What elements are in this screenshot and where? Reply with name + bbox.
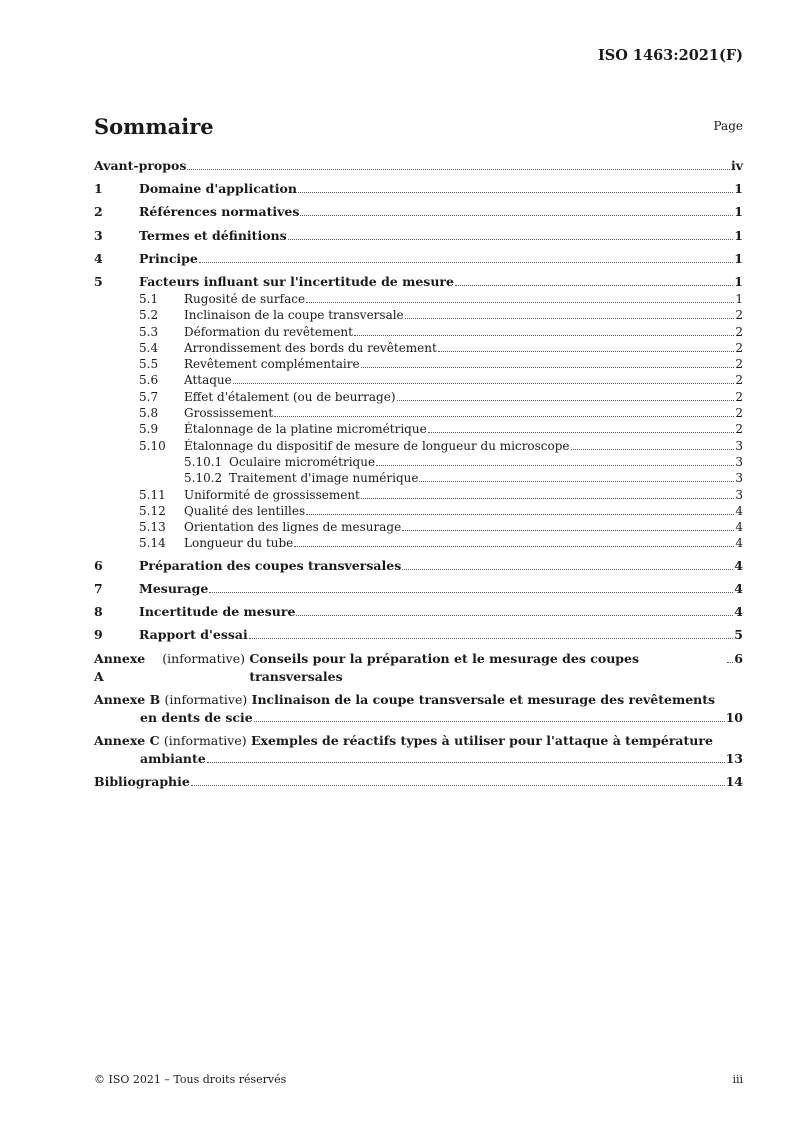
toc-entry-number: 9 — [94, 627, 103, 643]
toc-entry-page: 1 — [734, 181, 743, 197]
dot-leader — [199, 262, 733, 263]
toc-entry-page: 3 — [735, 471, 743, 486]
toc-entry-page: 10 — [725, 709, 743, 725]
toc-entry-label: Attaque — [184, 373, 232, 388]
toc-entry-number: 2 — [94, 204, 103, 220]
footer-copyright: © ISO 2021 – Tous droits réservés — [94, 1073, 287, 1086]
toc-entry-number: 5.10.1 — [184, 454, 223, 469]
toc-entry-label: Oculaire micrométrique — [229, 454, 376, 469]
toc-subentry-5-4[interactable] — [94, 340, 743, 356]
toc-subentry-5-7[interactable] — [94, 389, 743, 405]
dot-leader — [187, 169, 730, 170]
toc-entry-number: 5 — [94, 273, 103, 289]
toc-entry-label: Effet d'étalement (ou de beurrage) — [184, 389, 396, 404]
dot-leader — [233, 383, 735, 384]
toc-entry-page: 3 — [735, 454, 743, 469]
toc-entry-bibliographie[interactable] — [94, 773, 743, 791]
dot-leader — [191, 785, 725, 786]
toc-annex-prefix: Annexe B — [94, 691, 161, 707]
toc-entry-number: 7 — [94, 581, 103, 597]
toc-subentry-5-10[interactable] — [94, 438, 743, 454]
toc-entry-number: 5.8 — [139, 406, 159, 421]
toc-annex-a[interactable] — [94, 650, 743, 686]
toc-entry-2[interactable] — [94, 203, 743, 221]
dot-leader — [296, 615, 733, 616]
toc-entry-label: Inclinaison de la coupe transversale et mesurage des revêtements — [251, 691, 716, 707]
toc-entry-page: 2 — [735, 373, 743, 388]
toc-entry-number: 5.2 — [139, 308, 159, 323]
toc-entry-page: 4 — [735, 520, 743, 535]
toc-annex-kind: (informative) — [162, 650, 245, 666]
toc-entry-3[interactable] — [94, 227, 743, 245]
toc-entry-label: Rugosité de surface — [184, 291, 306, 306]
toc-entry-label: Qualité des lentilles — [184, 503, 306, 518]
toc-entry-number: 5.13 — [139, 520, 166, 535]
toc-entry-page: 1 — [734, 273, 743, 289]
toc-entry-page: 4 — [734, 604, 743, 620]
dot-leader — [402, 569, 733, 570]
toc-entry-number: 5.7 — [139, 389, 159, 404]
dot-leader — [354, 335, 734, 336]
toc-entry-page: 2 — [735, 406, 743, 421]
toc-entry-label: Principe — [139, 250, 198, 266]
toc-entry-page: 6 — [734, 650, 743, 666]
toc-entry-number: 5.4 — [139, 340, 159, 355]
dot-leader — [397, 400, 735, 401]
document-id: ISO 1463:2021(F) — [597, 47, 743, 64]
toc-entry-label: Uniformité de grossissement — [184, 487, 360, 502]
toc-entry-page: 13 — [725, 751, 743, 766]
toc-entry-page: 2 — [735, 308, 743, 323]
toc-subentry-5-12[interactable] — [94, 503, 743, 519]
toc-entry-page: 2 — [735, 324, 743, 339]
toc-entry-number: 1 — [94, 181, 103, 197]
dot-leader — [254, 721, 725, 722]
toc-entry-page: 2 — [735, 389, 743, 404]
toc-entry-label: Grossissement — [184, 406, 274, 421]
dot-leader — [306, 302, 734, 303]
toc-entry-page: 2 — [735, 340, 743, 355]
toc-entry-label: Rapport d'essai — [139, 627, 248, 643]
toc-entry-number: 5.1 — [139, 291, 159, 306]
toc-entry-number: 8 — [94, 604, 103, 620]
toc-entry-label: Références normatives — [139, 204, 300, 220]
toc-entry-label: Mesurage — [139, 581, 209, 597]
toc-entry-label: Facteurs influant sur l'incertitude de mesure — [139, 273, 454, 289]
toc-subentry-5-13[interactable] — [94, 519, 743, 535]
toc-entry-number: 5.9 — [139, 422, 159, 437]
dot-leader — [405, 318, 735, 319]
toc-entry-label: Traitement d'image numérique — [229, 471, 419, 486]
toc-entry-label: Revêtement complémentaire — [184, 357, 360, 372]
toc-subentry-5-11[interactable] — [94, 487, 743, 503]
toc-entry-page: 3 — [735, 438, 743, 453]
toc-entry-4[interactable] — [94, 250, 743, 268]
toc-entry-label-continued: en dents de scie — [140, 709, 253, 725]
toc-subentry-5-2[interactable] — [94, 307, 743, 323]
dot-leader — [428, 432, 735, 433]
toc-entry-number: 5.3 — [139, 324, 159, 339]
page-column-label: Page — [713, 119, 743, 133]
dot-leader — [727, 662, 733, 663]
toc-annex-prefix: Annexe A — [94, 650, 146, 684]
toc-entry-page: 4 — [735, 503, 743, 518]
dot-leader — [294, 546, 734, 547]
page-title: Sommaire — [94, 114, 214, 139]
toc-entry-number: 5.10 — [139, 438, 166, 453]
toc-annex-kind: (informative) — [163, 733, 247, 748]
toc-entry-label: Conseils pour la préparation et le mesurage des coupes transversales — [249, 650, 640, 684]
toc-subentry-5-3[interactable] — [94, 324, 743, 340]
toc-entry-label: Incertitude de mesure — [139, 604, 296, 620]
toc-entry-number: 5.14 — [139, 536, 166, 551]
toc-subentry-5-10-2[interactable] — [94, 470, 743, 486]
toc-entry-label: Inclinaison de la coupe transversale — [184, 308, 404, 323]
toc-entry-number: 5.10.2 — [184, 471, 223, 486]
footer-page-number: iii — [732, 1073, 743, 1086]
toc-entry-label: Exemples de réactifs types à utiliser pour l'attaque à température — [250, 733, 713, 748]
dot-leader — [207, 762, 725, 763]
dot-leader — [419, 481, 734, 482]
toc-entry-label: Termes et définitions — [139, 227, 287, 243]
toc-entry-label: Domaine d'application — [139, 181, 297, 197]
toc-entry-number: 3 — [94, 227, 103, 243]
toc-entry-1[interactable] — [94, 180, 743, 198]
dot-leader — [455, 285, 733, 286]
toc-entry-label: Déformation du revêtement — [184, 324, 353, 339]
toc-subentry-5-5[interactable] — [94, 356, 743, 372]
toc-annex-prefix: Annexe C — [94, 733, 160, 748]
toc-entry-9[interactable] — [94, 626, 743, 644]
toc-entry-page: 5 — [734, 627, 743, 643]
dot-leader — [376, 465, 734, 466]
toc-entry-label: Longueur du tube — [184, 536, 294, 551]
toc-entry-number: 5.12 — [139, 503, 166, 518]
toc-entry-label: Arrondissement des bords du revêtement — [184, 340, 437, 355]
dot-leader — [361, 367, 735, 368]
toc-entry-number: 5.5 — [139, 357, 159, 372]
toc-entry-label: Étalonnage de la platine micrométrique — [184, 422, 427, 437]
toc-annex-kind: (informative) — [164, 691, 248, 707]
toc-entry-page: 1 — [734, 227, 743, 243]
dot-leader — [288, 239, 734, 240]
toc-entry-page: 1 — [734, 250, 743, 266]
toc-entry-page: 1 — [735, 291, 743, 306]
toc-entry-label: Étalonnage du dispositif de mesure de longueur du microscope — [184, 438, 570, 453]
toc-entry-label: Bibliographie — [94, 774, 190, 790]
toc-entry-page: 4 — [734, 557, 743, 573]
toc-entry-number: 5.6 — [139, 373, 159, 388]
table-of-contents — [94, 157, 743, 791]
toc-entry-label: Orientation des lignes de mesurage — [184, 520, 402, 535]
toc-entry-8[interactable] — [94, 603, 743, 621]
dot-leader — [361, 498, 734, 499]
toc-annex-c[interactable] — [94, 732, 743, 768]
toc-entry-page: 4 — [735, 536, 743, 551]
dot-leader — [306, 514, 734, 515]
toc-subentry-5-10-1[interactable] — [94, 454, 743, 470]
toc-subentry-5-14[interactable] — [94, 535, 743, 551]
dot-leader — [571, 449, 735, 450]
toc-entry-label-continued: ambiante — [140, 751, 206, 766]
toc-entry-5[interactable] — [94, 273, 743, 291]
toc-entry-page: 1 — [734, 204, 743, 220]
toc-entry-page: 14 — [725, 774, 743, 790]
toc-subentry-5-8[interactable] — [94, 405, 743, 421]
toc-subentry-5-1[interactable] — [94, 291, 743, 307]
dot-leader — [402, 530, 734, 531]
dot-leader — [209, 592, 733, 593]
toc-entry-6[interactable] — [94, 557, 743, 575]
dot-leader — [298, 192, 733, 193]
toc-entry-avant-propos[interactable] — [94, 157, 743, 175]
toc-entry-label: Avant-propos — [94, 158, 187, 173]
toc-entry-page: 2 — [735, 357, 743, 372]
toc-subentry-5-9[interactable] — [94, 421, 743, 437]
toc-entry-label: Préparation des coupes transversales — [139, 557, 402, 573]
toc-entry-7[interactable] — [94, 580, 743, 598]
toc-annex-b[interactable] — [94, 691, 743, 727]
toc-entry-number: 4 — [94, 250, 103, 266]
dot-leader — [300, 215, 733, 216]
dot-leader — [249, 638, 734, 639]
toc-entry-page: iv — [730, 158, 743, 173]
dot-leader — [438, 351, 735, 352]
dot-leader — [274, 416, 734, 417]
toc-entry-number: 6 — [94, 557, 103, 573]
toc-subentry-5-6[interactable] — [94, 372, 743, 388]
toc-entry-page: 3 — [735, 487, 743, 502]
toc-entry-page: 2 — [735, 422, 743, 437]
toc-entry-page: 4 — [734, 581, 743, 597]
toc-entry-number: 5.11 — [139, 487, 166, 502]
